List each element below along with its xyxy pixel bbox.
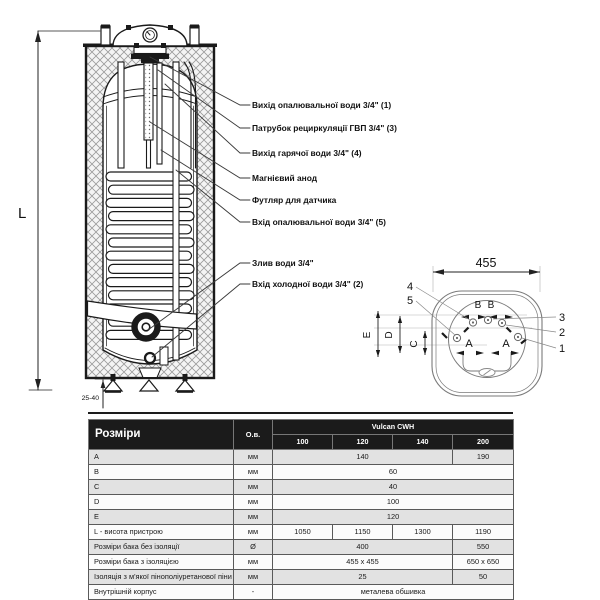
row-name: A (89, 450, 234, 465)
header-units: О.в. (234, 420, 273, 450)
row-unit: мм (234, 570, 273, 585)
table-header (89, 420, 514, 450)
dim-L-label: L (18, 205, 27, 222)
port-number-2: 2 (559, 327, 566, 339)
part-label: Злив води 3/4" (252, 258, 314, 268)
dimension-foot-range (82, 379, 112, 408)
part-label: Патрубок рециркуляції ГВП 3/4" (3) (252, 123, 397, 133)
part-label: Вихід опалювальної води 3/4" (1) (252, 100, 392, 110)
row-name: L - висота пристрою (89, 525, 234, 540)
dim-B-label: B (474, 300, 482, 311)
row-name: D (89, 495, 234, 510)
row-name: E (89, 510, 234, 525)
part-labels (252, 100, 397, 289)
table-row (89, 555, 514, 570)
dim-table-body (89, 450, 514, 600)
row-value: 650 x 650 (453, 555, 514, 570)
row-name: Розміри бака без ізоляції (89, 540, 234, 555)
row-unit: мм (234, 510, 273, 525)
dimensions-table (88, 419, 514, 600)
dimension-E (362, 311, 380, 357)
table-row (89, 495, 514, 510)
row-value: 120 (273, 510, 514, 525)
coil-loop (109, 291, 195, 300)
port-number-1: 1 (559, 343, 566, 355)
dimension-C (409, 331, 427, 355)
row-value: 100 (273, 495, 514, 510)
dim-C-label: C (409, 340, 420, 348)
table-top-rule (88, 412, 513, 414)
foot-range-label: 25-40 (81, 395, 99, 402)
heater-cross-section (18, 25, 397, 409)
row-name: Розміри бака з ізоляцією (89, 555, 234, 570)
row-unit: мм (234, 465, 273, 480)
row-unit: мм (234, 555, 273, 570)
top-view (362, 256, 565, 396)
coil-loop (109, 264, 195, 273)
row-value: 50 (453, 570, 514, 585)
dim-B-label: B (487, 300, 495, 311)
dim-A-label: A (502, 338, 510, 350)
table-row (89, 540, 514, 555)
table-row (89, 510, 514, 525)
part-label: Магнієвий анод (252, 173, 318, 183)
row-value: 455 x 455 (273, 555, 453, 570)
row-unit: мм (234, 495, 273, 510)
row-unit: мм (234, 525, 273, 540)
table-row (89, 480, 514, 495)
part-label: Вхід опалювальної води 3/4" (5) (252, 217, 386, 227)
row-value: 25 (273, 570, 453, 585)
row-name: Внутрішній корпус (89, 585, 234, 600)
anode-tip (147, 140, 151, 168)
bottom-port (479, 369, 495, 377)
header-size-200: 200 (453, 435, 514, 450)
left-pipe (118, 62, 124, 168)
top-cap (101, 25, 199, 47)
row-value: 1300 (393, 525, 453, 540)
part-label: Вхід холодної води 3/4" (2) (252, 279, 364, 289)
row-value: 1050 (273, 525, 333, 540)
table-row (89, 450, 514, 465)
row-value: металева обшивка (273, 585, 514, 600)
row-unit: мм (234, 480, 273, 495)
dimension-455 (433, 256, 540, 292)
foot-middle (140, 380, 158, 391)
row-value: 1150 (333, 525, 393, 540)
sensor-sleeve (157, 63, 162, 164)
table-row (89, 570, 514, 585)
row-value: 400 (273, 540, 453, 555)
part-label: Вихід гарячої води 3/4" (4) (252, 148, 362, 158)
coil-loop (109, 212, 195, 221)
row-value: 40 (273, 480, 514, 495)
drain-port (145, 353, 155, 363)
port-number-5: 5 (406, 295, 414, 307)
header-size-140: 140 (393, 435, 453, 450)
row-value: 550 (453, 540, 514, 555)
bottom-outlet (139, 368, 161, 378)
header-dimensions: Розміри (89, 420, 234, 450)
coil-loop (109, 185, 195, 194)
row-unit: - (234, 585, 273, 600)
dimension-A (456, 338, 519, 355)
flange-port (135, 316, 158, 339)
row-unit: Ø (234, 540, 273, 555)
table-row (89, 465, 514, 480)
row-value: 190 (453, 450, 514, 465)
width-dim-label: 455 (475, 256, 497, 270)
row-name: B (89, 465, 234, 480)
part-label: Футляр для датчика (252, 195, 337, 205)
coil-loop (109, 238, 195, 247)
port-number-4: 4 (406, 281, 414, 293)
port-number-3: 3 (559, 312, 566, 324)
thermometer-gauge-icon (143, 28, 157, 42)
row-name: C (89, 480, 234, 495)
header-model-group: Vulcan CWH (273, 420, 514, 435)
dimension-D (384, 316, 402, 353)
header-size-120: 120 (333, 435, 393, 450)
table-row (89, 585, 514, 600)
dim-D-label: D (384, 331, 395, 339)
row-unit: мм (234, 450, 273, 465)
table-row (89, 525, 514, 540)
row-value: 140 (273, 450, 453, 465)
row-name: Ізоляція з м'якої пінополіуретанової піни (89, 570, 234, 585)
row-value: 60 (273, 465, 514, 480)
ports (453, 316, 521, 341)
row-value: 1190 (453, 525, 514, 540)
header-size-100: 100 (273, 435, 333, 450)
dim-E-label: E (362, 331, 373, 339)
dim-A-label: A (465, 338, 473, 350)
